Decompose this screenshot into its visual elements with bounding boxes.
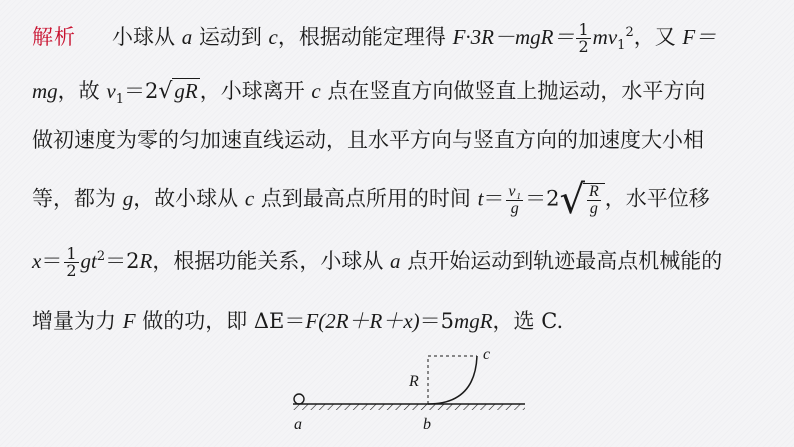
- label-r: R: [409, 373, 419, 390]
- fraction-denominator: 2: [66, 261, 77, 280]
- text: 点到最高点所用的时间: [254, 186, 478, 211]
- text: ，水平位移: [604, 186, 710, 211]
- subscript: 1: [617, 38, 626, 54]
- var-v: v: [106, 79, 116, 103]
- text: ＝: [41, 249, 63, 273]
- text: 点在竖直方向做竖直上抛运动，水平方向: [320, 79, 706, 103]
- solution-line-4: [32, 177, 772, 223]
- label-a: a: [294, 416, 302, 433]
- var-c: c: [268, 25, 278, 49]
- text: ，根据功能关系，小球从: [152, 249, 391, 273]
- expression: F(2R＋R＋x): [305, 309, 420, 333]
- solution-line-6: [32, 306, 772, 336]
- fraction-half: [64, 246, 78, 279]
- ground-hatch: [293, 404, 525, 410]
- equation-right: mv: [592, 25, 618, 49]
- var-r: R: [139, 249, 153, 273]
- var-t: t: [477, 186, 484, 211]
- text: ＝5: [419, 309, 455, 333]
- solution-line-5: [32, 242, 772, 279]
- solution-line-2: [32, 76, 772, 115]
- fraction-half: [576, 22, 590, 55]
- superscript: 2: [96, 249, 106, 264]
- equation-f: F＝: [682, 25, 717, 49]
- text: 做初速度为零的匀加速直线运动，且水平方向与竖直方向的加速度大小相: [32, 128, 704, 152]
- equation-left: F·3R－mgR＝: [452, 25, 575, 49]
- text: ＝2: [525, 186, 560, 211]
- var-x: x: [32, 249, 42, 273]
- var-a: a: [390, 249, 401, 273]
- track-diagram: [285, 342, 525, 447]
- label-b: b: [423, 416, 431, 433]
- analysis-tag: 解析: [32, 25, 76, 49]
- solution-line-1: [32, 18, 772, 61]
- text: 等，都为: [32, 186, 123, 211]
- fraction-numerator: 1: [66, 244, 77, 263]
- ball-icon: [294, 394, 304, 404]
- var-f: F: [122, 309, 136, 333]
- text: ，故: [57, 79, 107, 103]
- text: ，小球离开: [199, 79, 312, 103]
- var-c: c: [244, 186, 255, 211]
- label-c: c: [483, 346, 491, 363]
- var-gt: gt: [80, 249, 97, 273]
- var-mgr: mgR: [454, 309, 493, 333]
- fraction-numerator: v₁: [508, 182, 522, 200]
- fraction-numerator: 1: [578, 20, 589, 39]
- superscript: 2: [625, 25, 634, 40]
- fraction-denominator: g: [589, 200, 598, 217]
- solution-line-3: [32, 125, 772, 155]
- sqrt-icon: √: [559, 177, 585, 223]
- fraction-denominator: g: [510, 199, 519, 217]
- fraction-v-over-g: [506, 184, 523, 217]
- sqrt-icon: √: [158, 79, 173, 104]
- var-c: c: [311, 79, 321, 103]
- var-mg: mg: [32, 79, 58, 103]
- text: 运动到: [192, 25, 269, 49]
- text: ，选 C.: [492, 309, 564, 333]
- fraction-denominator: 2: [578, 37, 589, 56]
- text: 增量为力: [32, 309, 123, 333]
- sqrt-r-over-g: [559, 177, 604, 223]
- sqrt-content: gR: [174, 79, 198, 103]
- fraction-r-over-g: [587, 184, 601, 217]
- text: 做的功，即 ΔE＝: [135, 309, 306, 333]
- subscript: 1: [115, 92, 124, 108]
- text: ＝: [483, 186, 505, 211]
- text: ，故小球从: [133, 186, 245, 211]
- text: ＝2: [123, 79, 159, 103]
- text: ，又: [633, 25, 683, 49]
- text: 小球从: [112, 25, 182, 49]
- fraction-numerator: R: [588, 183, 599, 200]
- var-g: g: [122, 186, 134, 211]
- var-a: a: [181, 25, 193, 49]
- text: ，根据动能定理得: [277, 25, 453, 49]
- arc-track: [428, 356, 477, 404]
- text: ＝2: [105, 249, 140, 273]
- text: 点开始运动到轨迹最高点机械能的: [400, 249, 723, 273]
